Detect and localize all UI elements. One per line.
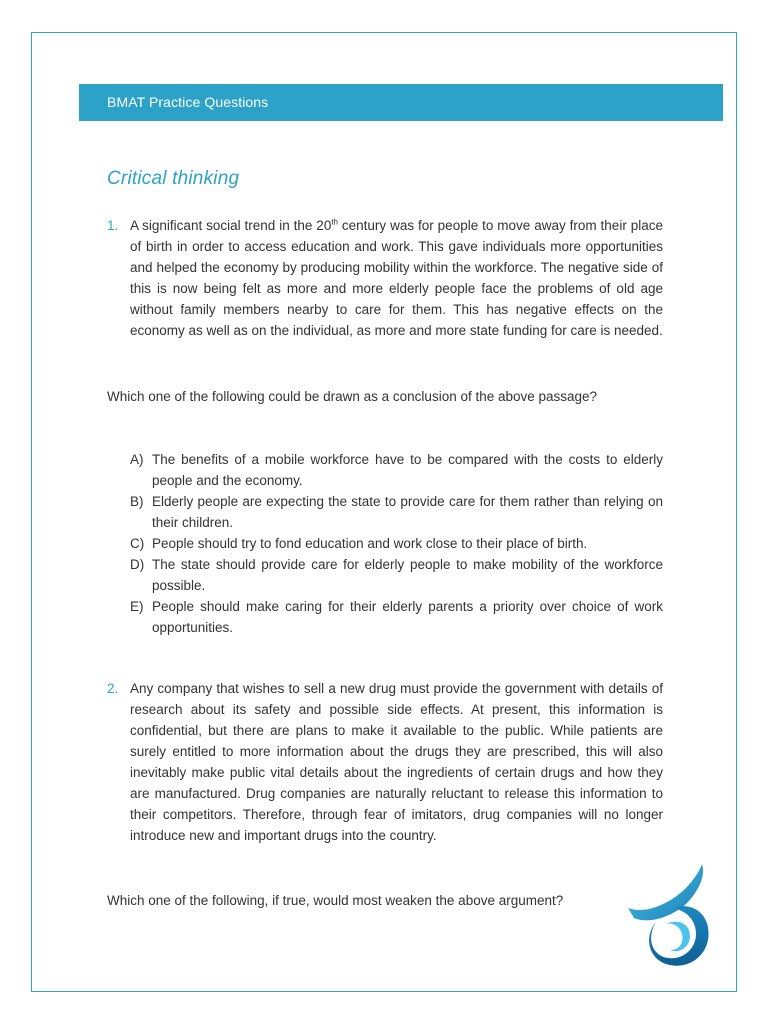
option-b-text: Elderly people are expecting the state to provide care for them rather than relying on their children.: [152, 494, 663, 530]
option-c-text: People should try to fond education and work close to their place of birth.: [152, 536, 588, 551]
option-d: [130, 554, 663, 596]
question-2-number: 2.: [107, 681, 119, 696]
question-1-superscript: th: [331, 217, 338, 227]
question-1-text: [130, 215, 663, 341]
question-1-number: 1.: [107, 218, 119, 233]
option-e-letter: E): [130, 599, 144, 614]
header-title: BMAT Practice Questions: [107, 94, 269, 110]
option-a-text: The benefits of a mobile workforce have to be compared with the costs to elderly people and the economy.: [152, 452, 663, 488]
option-e: [130, 596, 663, 638]
question-2-prompt: Which one of the following, if true, would most weaken the above argument?: [107, 893, 564, 908]
question-2: [107, 678, 663, 846]
option-c: [130, 533, 663, 554]
question-2-text: Any company that wishes to sell a new drug must provide the government with details of research about its safety and possible side effects. At present, this information is confidential, but there are plans to make it available to the public. While patients are surely entitled to more information about the drugs they are prescribed, this will also inevitably make public vital details about the ingredients of certain drugs and how they are manufactured. Drug companies are naturally reluctant to release this information to their competitors. Therefore, through fear of imitators, drug companies will no longer introduce new and important drugs into the country.: [130, 681, 663, 843]
option-a: [130, 449, 663, 491]
question-1-text-start: A significant social trend in the 20: [130, 218, 332, 233]
header-bar: [79, 84, 723, 121]
question-1-text-end: century was for people to move away from their place of birth in order to access education and work. This gave individuals more opportunities and helped the economy by producing mobility within the workforce. The negative side of this is now being felt as more and more elderly people face the problems of old age without family members nearby to care for them. This has negative effects on the economy as well as on the individual, as more and more state funding for care is needed.: [130, 218, 663, 338]
option-b-letter: B): [130, 494, 144, 509]
option-b: [130, 491, 663, 533]
option-a-letter: A): [130, 452, 144, 467]
question-1-options: [130, 449, 663, 638]
question-1: [107, 215, 663, 341]
option-d-letter: D): [130, 557, 145, 572]
option-e-text: People should make caring for their elderly parents a priority over choice of work opportunities.: [152, 599, 663, 635]
stylized-six-logo-icon: [626, 862, 716, 970]
option-d-text: The state should provide care for elderly people to make mobility of the workforce possible.: [152, 557, 663, 593]
option-c-letter: C): [130, 536, 145, 551]
section-title: Critical thinking: [107, 168, 240, 189]
question-1-prompt: Which one of the following could be drawn as a conclusion of the above passage?: [107, 389, 598, 404]
